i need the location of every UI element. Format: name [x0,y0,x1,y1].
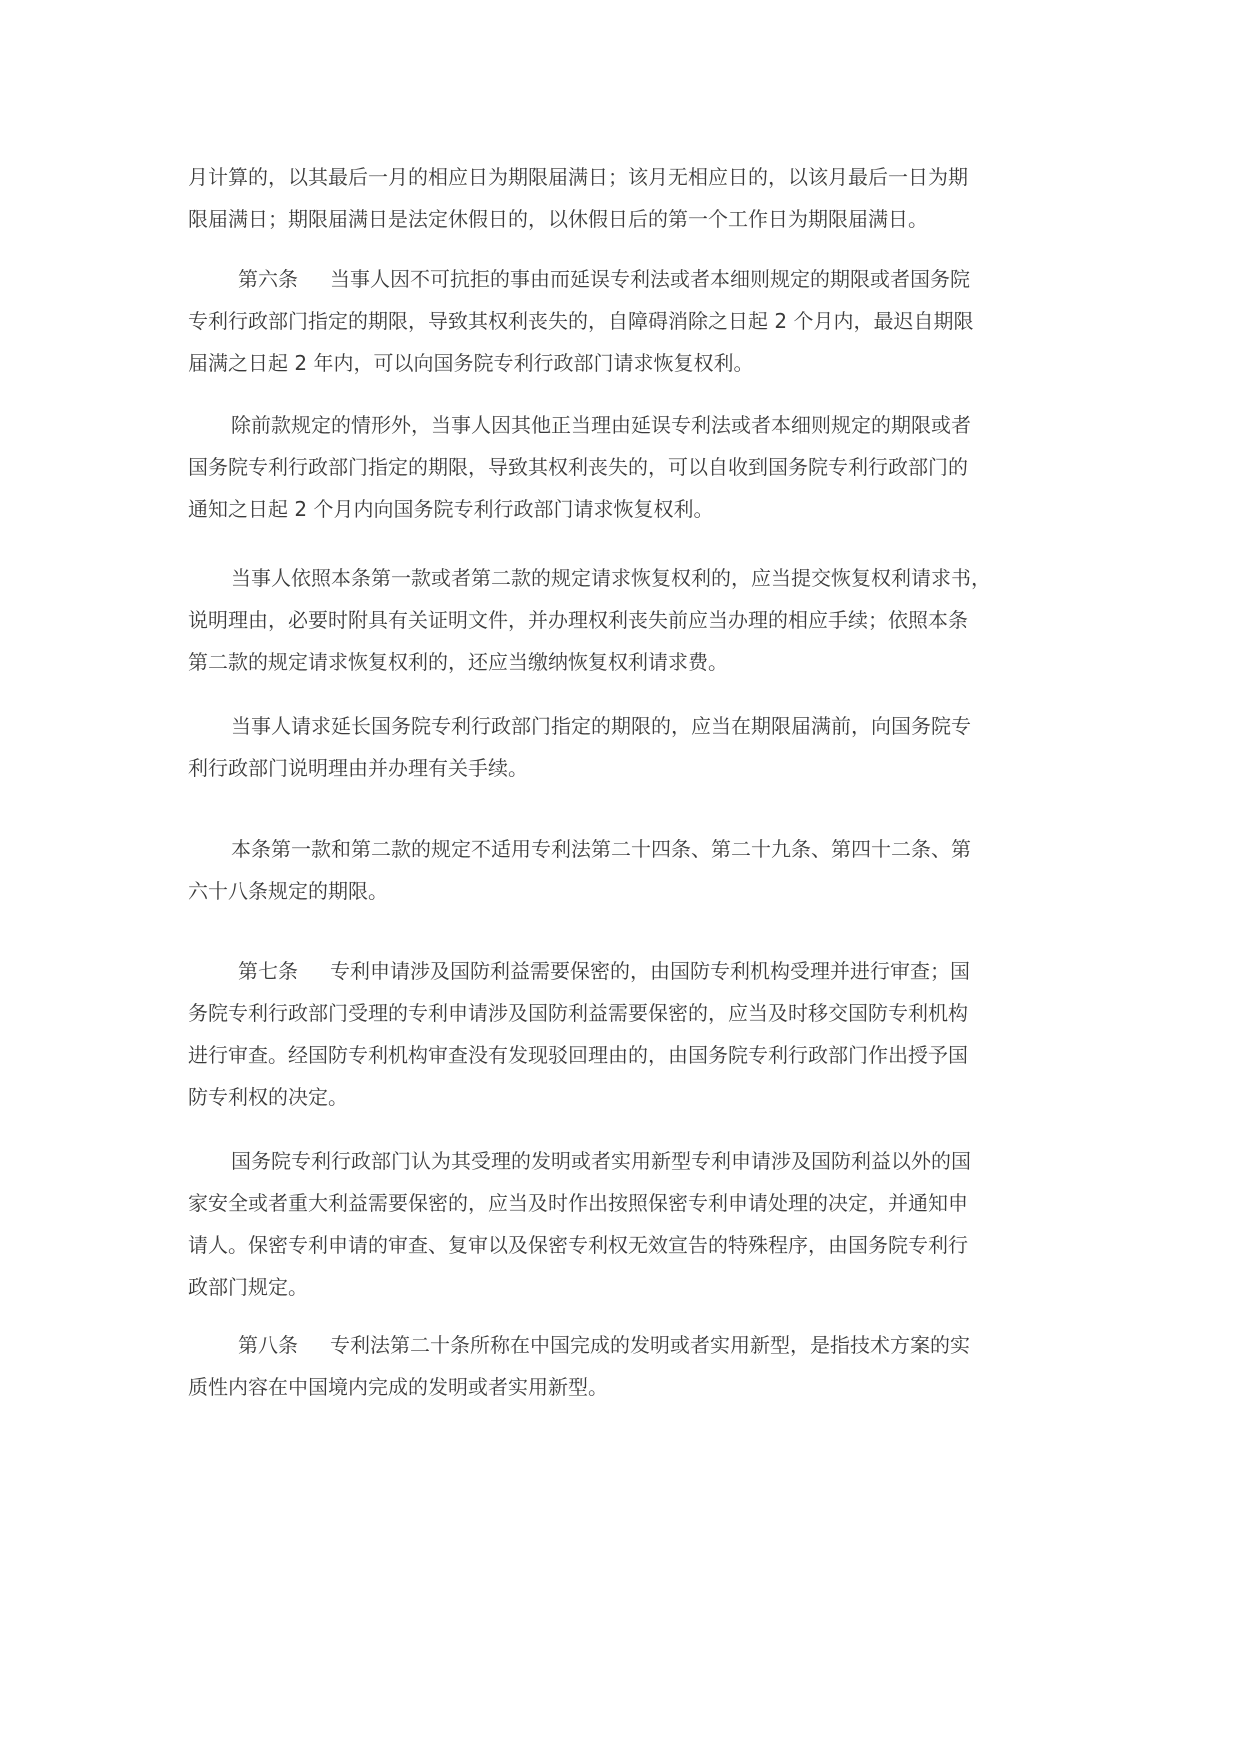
text-line: 第二款的规定请求恢复权利的，还应当缴纳恢复权利请求费。 [188,650,728,674]
text-line: 通知之日起 2 个月内向国务院专利行政部门请求恢复权利。 [188,497,714,521]
text-line: 当事人依照本条第一款或者第二款的规定请求恢复权利的，应当提交恢复权利请求书， [231,566,991,590]
text-line: 防专利权的决定。 [188,1085,348,1109]
text-line: 本条第一款和第二款的规定不适用专利法第二十四条、第二十九条、第四十二条、第 [231,837,971,861]
article-6-paragraph-5 [188,828,1068,912]
article-8-paragraph-1 [188,1324,1068,1408]
text-line: 月计算的，以其最后一月的相应日为期限届满日；该月无相应日的，以该月最后一日为期 [188,165,968,189]
text-line: 国务院专利行政部门指定的期限，导致其权利丧失的，可以自收到国务院专利行政部门的 [188,455,968,479]
article-number: 第六条 [238,267,298,291]
text-line: 请人。保密专利申请的审查、复审以及保密专利权无效宣告的特殊程序，由国务院专利行 [188,1233,968,1257]
article-6-paragraph-3 [188,557,1068,683]
text-line: 限届满日；期限届满日是法定休假日的，以休假日后的第一个工作日为期限届满日。 [188,207,928,231]
text-line: 说明理由，必要时附具有关证明文件，并办理权利丧失前应当办理的相应手续；依照本条 [188,608,968,632]
article-6-paragraph-2 [188,404,1068,530]
text-line: 质性内容在中国境内完成的发明或者实用新型。 [188,1375,608,1399]
article-number: 第七条 [238,959,298,983]
text-line: 务院专利行政部门受理的专利申请涉及国防利益需要保密的，应当及时移交国防专利机构 [188,1001,968,1025]
article-6-paragraph-1 [188,258,1068,384]
text-line: 专利行政部门指定的期限，导致其权利丧失的，自障碍消除之日起 2 个月内，最迟自期限 [188,309,974,333]
text-fragment: 专利法第二十条所称在中国完成的发明或者实用新型，是指技术方案的实 [330,1333,970,1357]
text-line: 家安全或者重大利益需要保密的，应当及时作出按照保密专利申请处理的决定，并通知申 [188,1191,968,1215]
article-7-paragraph-1 [188,950,1068,1118]
paragraph-continuation [188,156,1068,240]
text-fragment: 当事人因不可抗拒的事由而延误专利法或者本细则规定的期限或者国务院 [330,267,970,291]
text-line [188,950,1068,992]
article-7-paragraph-2 [188,1140,1068,1308]
text-fragment: 专利申请涉及国防利益需要保密的，由国防专利机构受理并进行审查；国 [330,959,970,983]
text-line: 政部门规定。 [188,1275,308,1299]
text-line: 六十八条规定的期限。 [188,879,388,903]
text-line: 进行审查。经国防专利机构审查没有发现驳回理由的，由国务院专利行政部门作出授予国 [188,1043,968,1067]
text-line [188,258,1068,300]
article-number: 第八条 [238,1333,298,1357]
text-line [188,1324,1068,1366]
text-line: 利行政部门说明理由并办理有关手续。 [188,756,528,780]
text-line: 届满之日起 2 年内，可以向国务院专利行政部门请求恢复权利。 [188,351,754,375]
article-6-paragraph-4 [188,705,1068,789]
text-line: 当事人请求延长国务院专利行政部门指定的期限的，应当在期限届满前，向国务院专 [231,714,971,738]
text-line: 除前款规定的情形外，当事人因其他正当理由延误专利法或者本细则规定的期限或者 [231,413,971,437]
text-line: 国务院专利行政部门认为其受理的发明或者实用新型专利申请涉及国防利益以外的国 [231,1149,971,1173]
